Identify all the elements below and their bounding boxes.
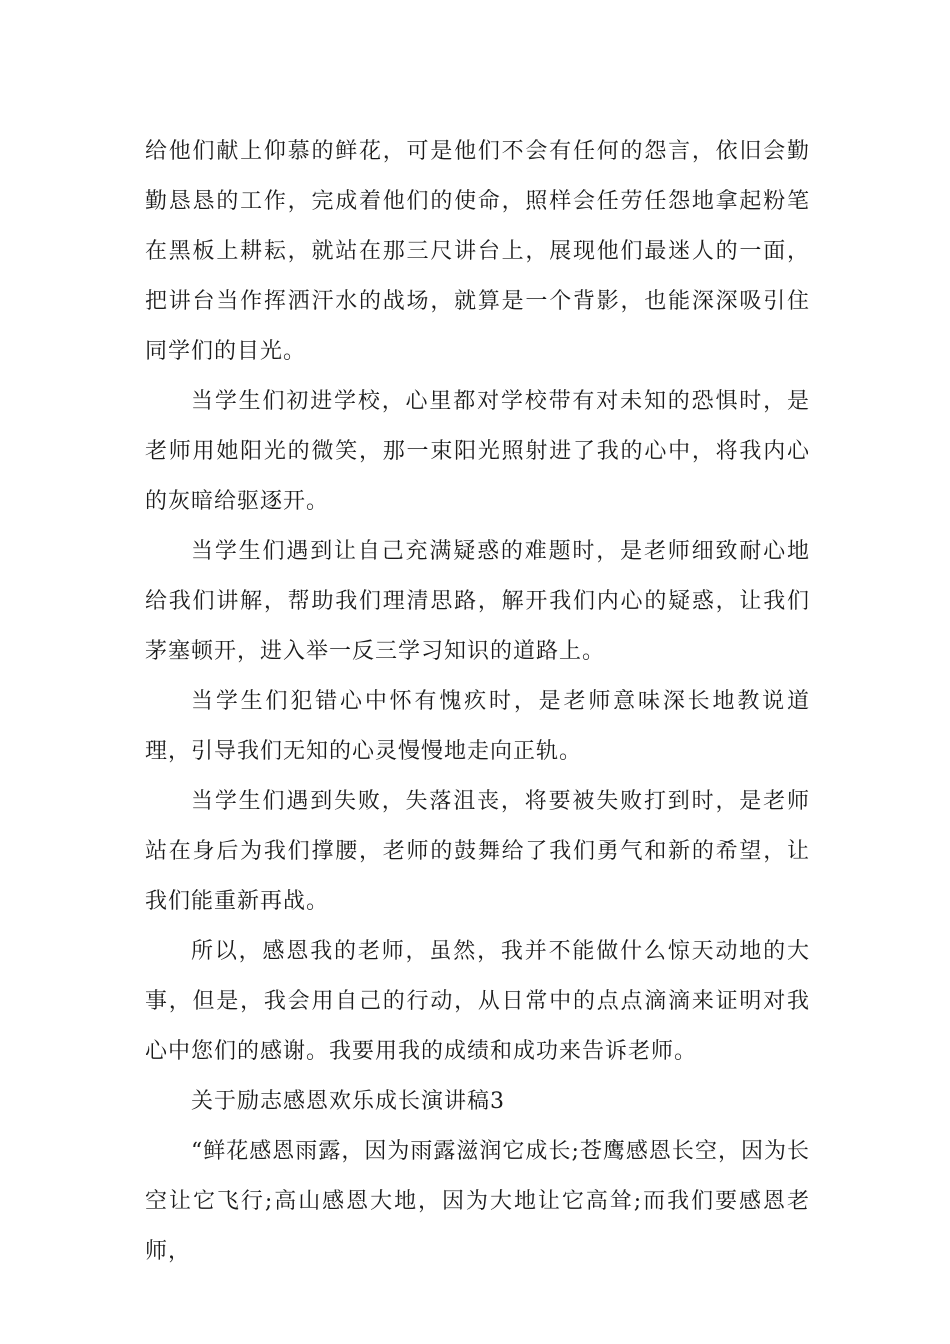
paragraph-6: 所以，感恩我的老师，虽然，我并不能做什么惊天动地的大事，但是，我会用自己的行动，从日常中的点点滴滴来证明对我心中您们的感谢。我要用我的成绩和成功来告诉老师。 <box>145 939 810 1064</box>
paragraph-1: 给他们献上仰慕的鲜花，可是他们不会有任何的怨言，依旧会勤勤恳恳的工作，完成着他们的使命，照样会任劳任怨地拿起粉笔在黑板上耕耘，就站在那三尺讲台上，展现他们最迷人的一面，把讲台当作挥洒汗水的战场，就算是一个背影，也能深深吸引住同学们的目光。 <box>145 139 810 364</box>
paragraph-5: 当学生们遇到失败，失落沮丧，将要被失败打到时，是老师站在身后为我们撑腰，老师的鼓舞给了我们勇气和新的希望，让我们能重新再战。 <box>145 789 810 914</box>
document-body <box>145 127 810 1277</box>
section-heading: 关于励志感恩欢乐成长演讲稿3 <box>191 1089 505 1114</box>
paragraph-3: 当学生们遇到让自己充满疑惑的难题时，是老师细致耐心地给我们讲解，帮助我们理清思路，解开我们内心的疑惑，让我们茅塞顿开，进入举一反三学习知识的道路上。 <box>145 539 810 664</box>
paragraph-2: 当学生们初进学校，心里都对学校带有对未知的恐惧时，是老师用她阳光的微笑，那一束阳光照射进了我的心中，将我内心的灰暗给驱逐开。 <box>145 389 810 514</box>
paragraph-7: “鲜花感恩雨露，因为雨露滋润它成长;苍鹰感恩长空，因为长空让它飞行;高山感恩大地，因为大地让它高耸;而我们要感恩老师， <box>145 1139 810 1264</box>
paragraph-4: 当学生们犯错心中怀有愧疚时，是老师意味深长地教说道理，引导我们无知的心灵慢慢地走向正轨。 <box>145 689 810 764</box>
